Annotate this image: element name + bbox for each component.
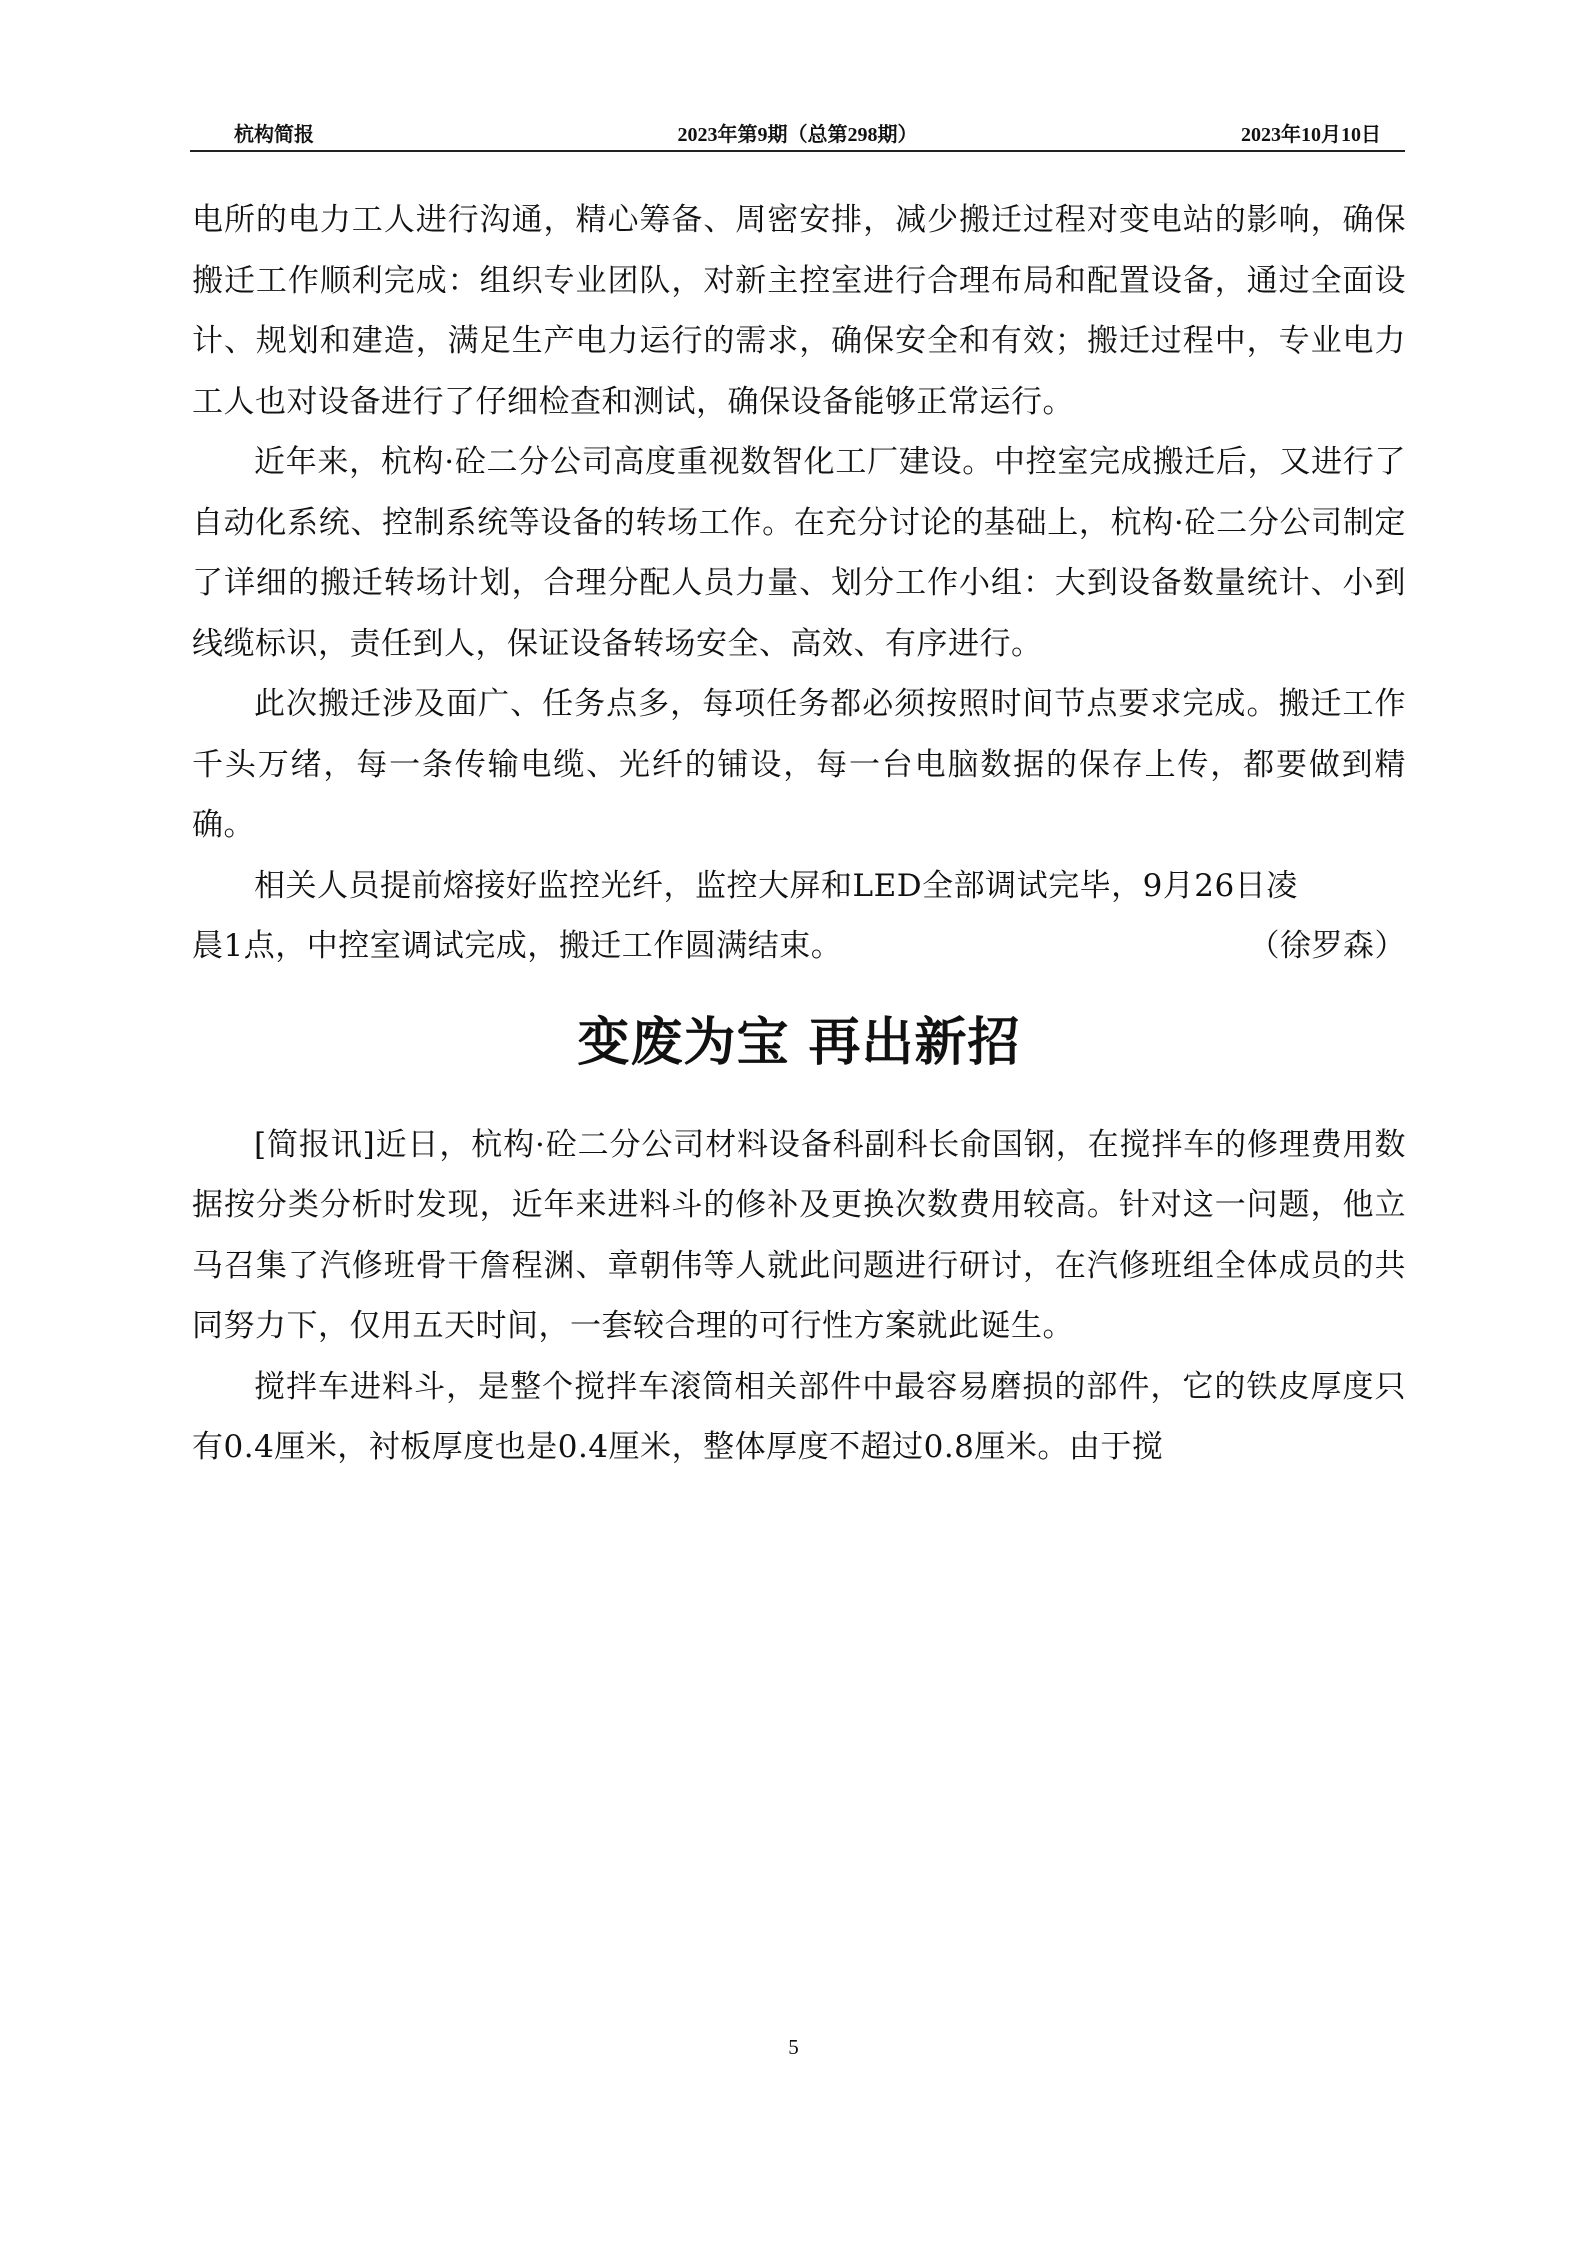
- paragraph: 近年来，杭构·砼二分公司高度重视数智化工厂建设。中控室完成搬迁后，又进行了自动化系统、控制系统等设备的转场工作。在充分讨论的基础上，杭构·砼二分公司制定了详细的搬迁转场计划，合理分配人员力量、划分工作小组：大到设备数量统计、小到线缆标识，责任到人，保证设备转场安全、高效、有序进行。: [192, 444, 1406, 662]
- page-body: [192, 190, 1406, 1478]
- closing-text: 晨1点，中控室调试完成，搬迁工作圆满结束。: [192, 928, 843, 964]
- header-issue-number: 2023年第9期（总第298期）: [677, 124, 918, 146]
- paragraph: 此次搬迁涉及面广、任务点多，每项任务都必须按照时间节点要求完成。搬迁工作千头万绪，每一条传输电缆、光纤的铺设，每一台电脑数据的保存上传，都要做到精确。: [192, 686, 1406, 843]
- article-author: （徐罗森）: [1248, 928, 1406, 964]
- paragraph: 搅拌车进料斗，是整个搅拌车滚筒相关部件中最容易磨损的部件，它的铁皮厚度只有0.4厘米，衬板厚度也是0.4厘米，整体厚度不超过0.8厘米。由于搅: [192, 1368, 1406, 1465]
- paragraph: [简报讯]近日，杭构·砼二分公司材料设备科副科长俞国钢，在搅拌车的修理费用数据按分类分析时发现，近年来进料斗的修补及更换次数费用较高。针对这一问题，他立马召集了汽修班骨干詹程渊、章朝伟等人就此问题进行研讨，在汽修班组全体成员的共同努力下，仅用五天时间，一套较合理的可行性方案就此诞生。: [192, 1126, 1406, 1344]
- paragraph-continued: 电所的电力工人进行沟通，精心筹备、周密安排，减少搬迁过程对变电站的影响，确保搬迁工作顺利完成：组织专业团队，对新主控室进行合理布局和配置设备，通过全面设计、规划和建造，满足生产电力运行的需求，确保安全和有效；搬迁过程中，专业电力工人也对设备进行了仔细检查和测试，确保设备能够正常运行。: [192, 202, 1406, 420]
- header-date: 2023年10月10日: [1241, 124, 1381, 146]
- paragraph: 相关人员提前熔接好监控光纤，监控大屏和LED全部调试完毕，9月26日凌: [254, 867, 1298, 904]
- paragraph-closing-line: [192, 916, 1406, 977]
- page-number: 5: [788, 2035, 799, 2059]
- header-publication-name: 杭构简报: [234, 124, 314, 146]
- article-title: 变废为宝 再出新招: [577, 1011, 1021, 1073]
- page-header: [190, 110, 1405, 152]
